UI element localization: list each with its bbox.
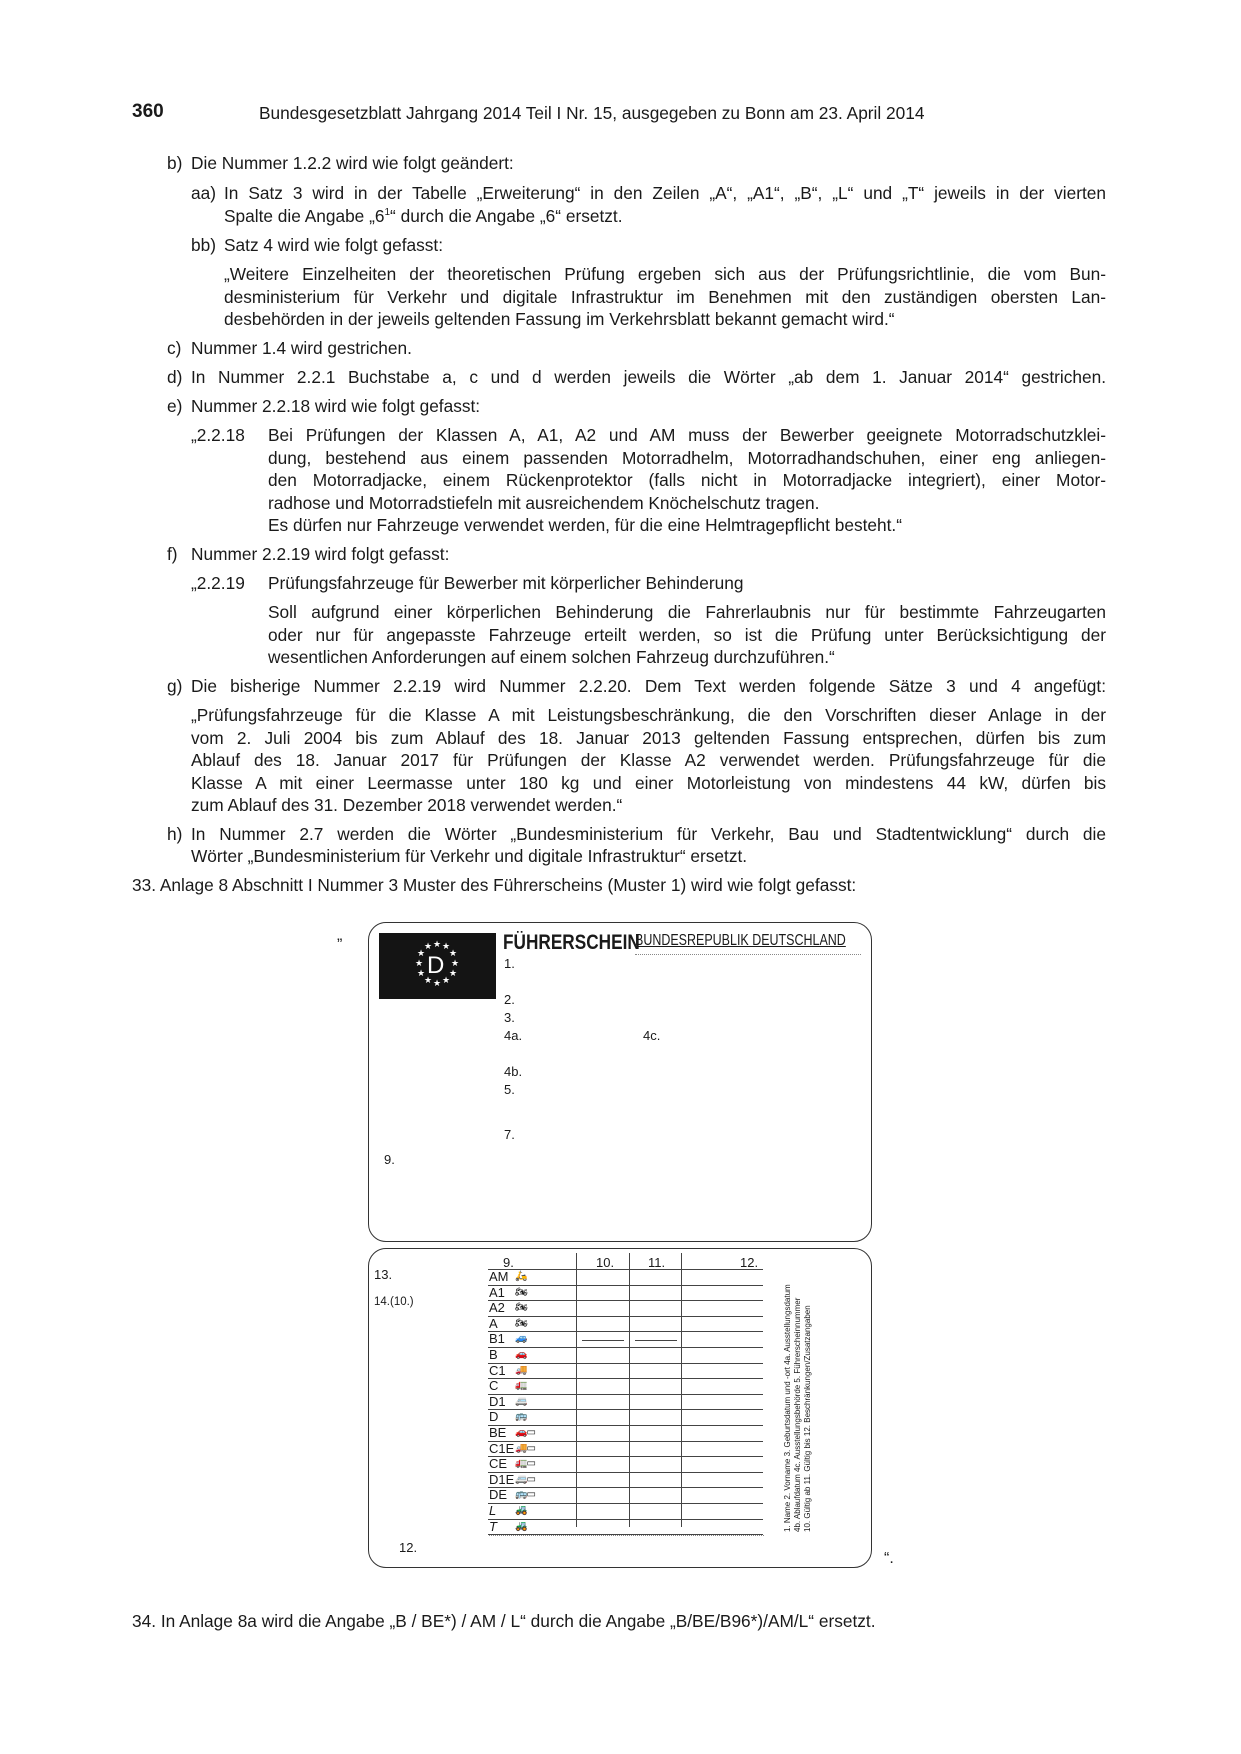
vehicle-icon: 🚙 xyxy=(515,1333,527,1345)
row-line xyxy=(488,1487,763,1488)
item-33: 33. Anlage 8 Abschnitt I Nummer 3 Muster des Führerscheins (Muster 1) wird wie folgt gefasst: xyxy=(132,875,857,895)
field-1: 1. xyxy=(504,956,515,971)
back-field-12: 12. xyxy=(399,1540,418,1555)
category-label: C1 xyxy=(489,1362,506,1378)
vehicle-icon: 🚛▭ xyxy=(515,1458,535,1470)
item-b-text: Die Nummer 1.2.2 wird wie folgt geändert: xyxy=(191,153,514,173)
field-3: 3. xyxy=(504,1010,515,1025)
vehicle-icon: 🚚▭ xyxy=(515,1442,535,1454)
item-f-number: „2.2.19 xyxy=(191,573,245,593)
row-line xyxy=(488,1394,763,1395)
category-label: D1E xyxy=(489,1471,515,1487)
item-label-b: b) xyxy=(167,153,183,173)
item-e-quote-5: Es dürfen nur Fahrzeuge verwendet werden, für die eine Helmtragepflicht besteht.“ xyxy=(268,515,902,535)
category-label: D1 xyxy=(489,1393,506,1409)
item-g-quote-4: Klasse A mit einer Leermasse unter 180 kg und einer Motorleistung von mindestens 44 kW, dürfen bis xyxy=(191,773,1106,793)
side-legend-1: 1. Name 2. Vorname 3. Geburtsdatum und -ort 4a. Ausstellungsdatum xyxy=(783,1284,792,1532)
vehicle-icon: 🛵 xyxy=(515,1271,527,1282)
category-label: T xyxy=(489,1518,497,1534)
licence-front xyxy=(368,922,872,1242)
item-label-h: h) xyxy=(167,824,183,844)
item-c-text: Nummer 1.4 wird gestrichen. xyxy=(191,338,412,358)
vehicle-icon: 🚚 xyxy=(515,1364,527,1376)
category-label: BE xyxy=(489,1425,507,1440)
vehicle-icon: 🏍 xyxy=(515,1317,527,1329)
item-aa-line1: In Satz 3 wird in der Tabelle „Erweiterung“ in den Zeilen „A“, „A1“, „B“, „L“ und „T“ jeweils in der vierten xyxy=(224,183,1106,203)
item-f-quote-2: oder nur für angepasste Fahrzeuge erteilt werden, so ist die Prüfung unter Berücksichtigung der xyxy=(268,625,1106,645)
row-line xyxy=(488,1409,763,1410)
vehicle-icon: 🚗 xyxy=(515,1349,527,1360)
vehicle-icon: 🚛 xyxy=(515,1380,527,1392)
row-line xyxy=(488,1363,763,1364)
category-label: C xyxy=(489,1378,499,1394)
svg-text:★: ★ xyxy=(417,949,426,959)
item-f-text: Nummer 2.2.19 wird folgt gefasst: xyxy=(191,544,450,564)
item-g-quote-2: vom 2. Juli 2004 bis zum Ablauf des 18. Januar 2013 geltenden Fassung entsprechen, dürfen bis zum xyxy=(191,728,1106,748)
field-4c: 4c. xyxy=(643,1028,661,1043)
item-bb-quote-1: „Weitere Einzelheiten der theoretischen Prüfung ergeben sich aus der Prüfungsrichtlinie, die vom Bun- xyxy=(224,264,1106,284)
running-header: Bundesgesetzblatt Jahrgang 2014 Teil I Nr. 15, ausgegeben zu Bonn am 23. April 2014 xyxy=(259,103,925,123)
item-label-e: e) xyxy=(167,396,183,416)
item-e-quote-3: den Motorradjacke, einem Rückenprotektor (falls nicht in Motorradjacke integriert), einer Motor- xyxy=(268,470,1106,490)
footnote-sup: 1 xyxy=(384,207,391,219)
item-d-text: In Nummer 2.2.1 Buchstabe a, c und d werden jeweils die Wörter „ab dem 1. Januar 2014“ gestrichen. xyxy=(191,367,1106,387)
col-line-2 xyxy=(629,1253,630,1527)
vehicle-icon: 🏍 xyxy=(515,1302,527,1314)
microprint-line xyxy=(635,954,861,955)
svg-text:★: ★ xyxy=(451,959,460,969)
back-field-14: 14.(10.) xyxy=(374,1296,414,1308)
licence-country: BUNDESREPUBLIK DEUTSCHLAND xyxy=(635,932,846,949)
svg-text:★: ★ xyxy=(442,942,451,952)
category-label: B xyxy=(489,1347,498,1362)
item-e-number: „2.2.18 xyxy=(191,425,245,445)
header-line xyxy=(488,1269,763,1270)
item-h-line2: Wörter „Bundesministerium für Verkehr und digitale Infrastruktur“ ersetzt. xyxy=(191,846,748,866)
country-code: D xyxy=(427,952,445,979)
item-label-aa: aa) xyxy=(191,183,216,203)
row-line xyxy=(488,1378,763,1379)
back-field-13: 13. xyxy=(374,1267,393,1282)
svg-text:★: ★ xyxy=(442,976,451,986)
row-line xyxy=(488,1331,763,1332)
opening-quote: „ xyxy=(337,927,343,944)
item-g-quote-5: zum Ablauf des 31. Dezember 2018 verwendet werden.“ xyxy=(191,795,623,815)
field-4a: 4a. xyxy=(504,1028,523,1043)
vehicle-icon: 🚐 xyxy=(515,1395,527,1407)
svg-text:★: ★ xyxy=(417,969,426,979)
item-bb-quote-3: desbehörden in der jeweils geltenden Fassung im Verkehrsblatt bekannt gemacht wird.“ xyxy=(224,309,895,329)
item-e-quote-1: Bei Prüfungen der Klassen A, A1, A2 und AM muss der Bewerber geeignete Motorradschutzklei- xyxy=(268,425,1106,445)
vehicle-icon: 🚜 xyxy=(515,1505,527,1516)
item-e-quote-2: dung, bestehend aus einem passenden Motorradhelm, Motorradhandschuhen, einer eng anliegen- xyxy=(268,448,1106,468)
svg-text:★: ★ xyxy=(433,940,442,950)
category-label: A xyxy=(489,1315,498,1331)
field-4b: 4b. xyxy=(504,1064,523,1079)
row-line xyxy=(488,1456,763,1457)
row-line xyxy=(488,1300,763,1301)
item-f-quote-1: Soll aufgrund einer körperlichen Behinderung die Fahrerlaubnis nur für bestimmte Fahrzeugarten xyxy=(268,602,1106,622)
item-g-quote-1: „Prüfungsfahrzeuge für die Klasse A mit Leistungsbeschränkung, die den Vorschriften dieser Anlage in der xyxy=(191,705,1106,725)
field-5: 5. xyxy=(504,1082,515,1097)
item-label-c: c) xyxy=(167,338,182,358)
col-header-10: 10. xyxy=(596,1255,615,1270)
item-label-d: d) xyxy=(167,367,183,387)
item-bb-text: Satz 4 wird wie folgt gefasst: xyxy=(224,235,443,255)
category-label: B1 xyxy=(489,1331,505,1347)
item-label-f: f) xyxy=(167,544,178,564)
col-header-12: 12. xyxy=(740,1255,759,1270)
row-line xyxy=(488,1316,763,1317)
eu-flag-block xyxy=(379,933,496,999)
svg-text:★: ★ xyxy=(424,976,433,986)
category-label: CE xyxy=(489,1456,508,1472)
item-aa-line2 xyxy=(224,206,623,227)
licence-title: FÜHRERSCHEIN xyxy=(503,931,640,954)
row-line xyxy=(488,1425,763,1426)
field-7: 7. xyxy=(504,1127,515,1142)
col-header-11: 11. xyxy=(648,1255,666,1270)
item-e-quote-4: radhose und Motorradstiefeln mit ausreichendem Knöchelschutz tragen. xyxy=(268,493,820,513)
category-label: L xyxy=(489,1503,497,1518)
page-number: 360 xyxy=(132,101,164,122)
item-g-quote-3: Ablauf des 18. Januar 2017 für Prüfungen der Klasse A2 verwendet werden. Prüfungsfahrzeuge für die xyxy=(191,750,1106,770)
col-line-1 xyxy=(576,1253,577,1527)
item-g-text: Die bisherige Nummer 2.2.19 wird Nummer 2.2.20. Dem Text werden folgende Sätze 3 und 4 angefügt: xyxy=(191,676,1106,696)
category-label: A1 xyxy=(489,1284,505,1300)
back-microprint-line xyxy=(489,1535,764,1536)
side-legend-2: 4b. Ablaufdatum 4c. Ausstellungsbehörde 5. Führerscheinnummer xyxy=(793,1297,802,1532)
svg-text:★: ★ xyxy=(415,959,424,969)
row-line xyxy=(488,1519,763,1520)
row-line xyxy=(488,1472,763,1473)
field-2: 2. xyxy=(504,992,515,1007)
vehicle-icon: 🏍 xyxy=(515,1286,527,1298)
licence-back xyxy=(368,1248,872,1568)
row-line xyxy=(488,1285,763,1286)
row-line xyxy=(488,1503,763,1504)
vehicle-icon: 🚗▭ xyxy=(515,1427,535,1438)
category-label: DE xyxy=(489,1487,508,1503)
not-applicable-dash xyxy=(635,1340,677,1341)
vehicle-icon: 🚌 xyxy=(515,1411,527,1423)
row-line xyxy=(488,1441,763,1442)
not-applicable-dash xyxy=(582,1340,624,1341)
category-label: D xyxy=(489,1409,499,1425)
item-f-quote-3: wesentlichen Anforderungen auf einem solchen Fahrzeug durchzuführen.“ xyxy=(268,647,835,667)
field-9: 9. xyxy=(384,1152,395,1167)
item-label-bb: bb) xyxy=(191,235,216,255)
col-line-3 xyxy=(681,1253,682,1527)
category-label: C1E xyxy=(489,1440,515,1456)
col-header-9: 9. xyxy=(503,1255,514,1270)
svg-text:★: ★ xyxy=(433,979,442,989)
row-line xyxy=(488,1347,763,1348)
item-bb-quote-2: desministerium für Verkehr und digitale Infrastruktur im Benehmen mit den zuständigen obersten Lan- xyxy=(224,287,1106,307)
item-34: 34. In Anlage 8a wird die Angabe „B / BE*) / AM / L“ durch die Angabe „B/BE/B96*)/AM/L“ ersetzt. xyxy=(132,1611,876,1631)
svg-text:★: ★ xyxy=(424,942,433,952)
vehicle-icon: 🚌▭ xyxy=(515,1489,535,1501)
item-f-title: Prüfungsfahrzeuge für Bewerber mit körperlicher Behinderung xyxy=(268,573,744,593)
svg-text:★: ★ xyxy=(449,969,458,979)
item-e-text: Nummer 2.2.18 wird wie folgt gefasst: xyxy=(191,396,481,416)
svg-text:★: ★ xyxy=(449,949,458,959)
closing-quote: “. xyxy=(884,1550,894,1567)
item-h-line1: In Nummer 2.7 werden die Wörter „Bundesministerium für Verkehr, Bau und Stadtentwicklung“ durch die xyxy=(191,824,1106,844)
vehicle-icon: 🚜 xyxy=(515,1520,527,1532)
side-legend-3: 10. Gültig ab 11. Gültig bis 12. Beschränkungen/Zusatzangaben xyxy=(803,1305,812,1532)
item-aa-line2-b: “ durch die Angabe „6“ ersetzt. xyxy=(390,206,623,226)
category-label: AM xyxy=(489,1269,509,1284)
vehicle-icon: 🚐▭ xyxy=(515,1473,535,1485)
category-label: A2 xyxy=(489,1300,505,1316)
item-label-g: g) xyxy=(167,676,183,696)
item-aa-line2-a: Spalte die Angabe „6 xyxy=(224,206,385,226)
